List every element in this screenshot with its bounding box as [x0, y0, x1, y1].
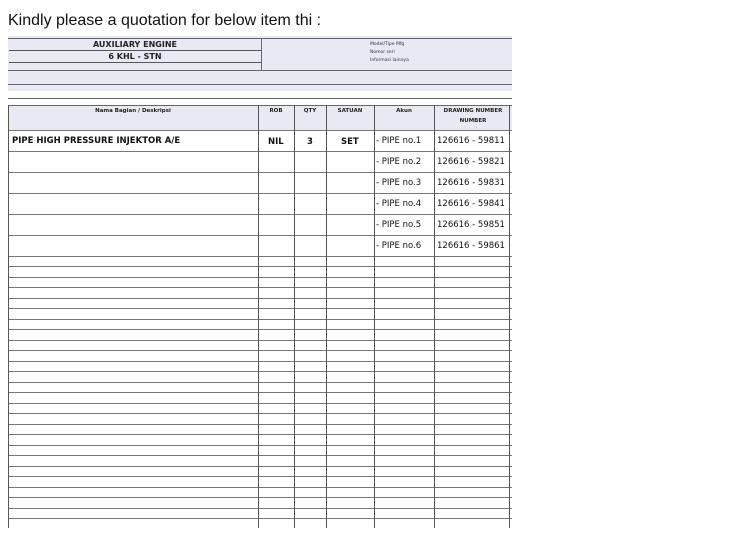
quotation-form [8, 36, 512, 528]
part-drawing-4: 126616 - 59841 [437, 199, 505, 209]
col-line-1 [258, 106, 259, 528]
col-drawing-header-line1: DRAWING NUMBER [443, 108, 503, 114]
table-row-line [8, 193, 512, 194]
table-row-line [8, 350, 512, 351]
col-description-header: Nama Bagian / Deskripsi [95, 108, 171, 114]
col-line-0 [8, 106, 9, 528]
part-row-2: - PIPE no.2 [376, 157, 422, 167]
table-row-line [8, 487, 512, 488]
part-row-5: - PIPE no.5 [376, 220, 422, 230]
table-row-line [8, 455, 512, 456]
header-top-rule [8, 38, 512, 39]
part-row-3: - PIPE no.3 [376, 178, 422, 188]
table-row-line [8, 256, 512, 257]
engine-header [9, 39, 261, 63]
item-unit: SET [341, 137, 359, 147]
table-row-line [8, 392, 512, 393]
serial-number-label: Nomor seri [370, 50, 395, 55]
table-row-line [8, 424, 512, 425]
part-drawing-5: 126616 - 59851 [437, 220, 505, 230]
table-row-line [8, 466, 512, 467]
part-name: PIPE no.4 [381, 199, 422, 209]
table-row-line [8, 319, 512, 320]
table-row-line [8, 151, 512, 152]
col-drawing-header-line2: NUMBER [459, 118, 487, 124]
table-row-line [8, 235, 512, 236]
part-name: PIPE no.1 [381, 136, 422, 146]
header-bottom-rule [8, 70, 512, 71]
table-row-line [8, 266, 512, 267]
col-line-4 [374, 106, 375, 528]
table-row-line [8, 403, 512, 404]
col-line-2 [294, 106, 295, 528]
model-type-label: Model/Tipe Mfg [370, 42, 405, 47]
part-drawing-6: 126616 - 59861 [437, 241, 505, 251]
spacer-rule [8, 84, 512, 85]
col-rob-header: ROB [269, 108, 283, 114]
table-row-line [8, 361, 512, 362]
part-row-4: - PIPE no.4 [376, 199, 422, 209]
table-row-line [8, 445, 512, 446]
item-rob: NIL [268, 137, 284, 147]
part-name: PIPE no.6 [381, 241, 422, 251]
part-drawing-1: 126616 - 59811 [437, 136, 505, 146]
table-row-line [8, 340, 512, 341]
table-row-line [8, 308, 512, 309]
col-unit-header: SATUAN [337, 108, 363, 114]
part-row-6: - PIPE no.6 [376, 241, 422, 251]
table-row-line [8, 371, 512, 372]
spacer-rule-2 [8, 98, 512, 99]
col-qty-header: QTY [303, 108, 317, 114]
table-row-line [8, 497, 512, 498]
table-row-line [8, 130, 512, 131]
part-name: PIPE no.3 [381, 178, 422, 188]
col-line-3 [326, 106, 327, 528]
intro-text: Kindly please a quotation for below item thi : [8, 12, 322, 29]
engine-model: 6 KHL - STN [9, 51, 261, 63]
part-drawing-2: 126616 - 59821 [437, 157, 505, 167]
part-drawing-3: 126616 - 59831 [437, 178, 505, 188]
table-row-line [8, 476, 512, 477]
item-qty: 3 [307, 137, 313, 147]
item-description: PIPE HIGH PRESSURE INJEKTOR A/E [12, 136, 181, 146]
col-line-5 [434, 106, 435, 528]
col-drawing-header [434, 106, 512, 130]
part-row-1: - PIPE no.1 [376, 136, 422, 146]
table-row-line [8, 172, 512, 173]
part-name: PIPE no.5 [381, 220, 422, 230]
table-row-line [8, 214, 512, 215]
header-right-labels [370, 41, 409, 65]
col-line-6 [509, 106, 510, 528]
table-row-line [8, 277, 512, 278]
engine-title: AUXILIARY ENGINE [9, 39, 261, 51]
part-name: PIPE no.2 [381, 157, 422, 167]
table-row-line [8, 287, 512, 288]
table-row-line [8, 508, 512, 509]
table-row-line [8, 382, 512, 383]
col-account-header: Akun [396, 108, 412, 114]
other-info-label: Informasi lainnya [370, 58, 409, 63]
table-row-line [8, 413, 512, 414]
table-row-line [8, 298, 512, 299]
table-row-line [8, 518, 512, 519]
header-divider [261, 39, 262, 70]
table-row-line [8, 434, 512, 435]
table-row-line [8, 329, 512, 330]
